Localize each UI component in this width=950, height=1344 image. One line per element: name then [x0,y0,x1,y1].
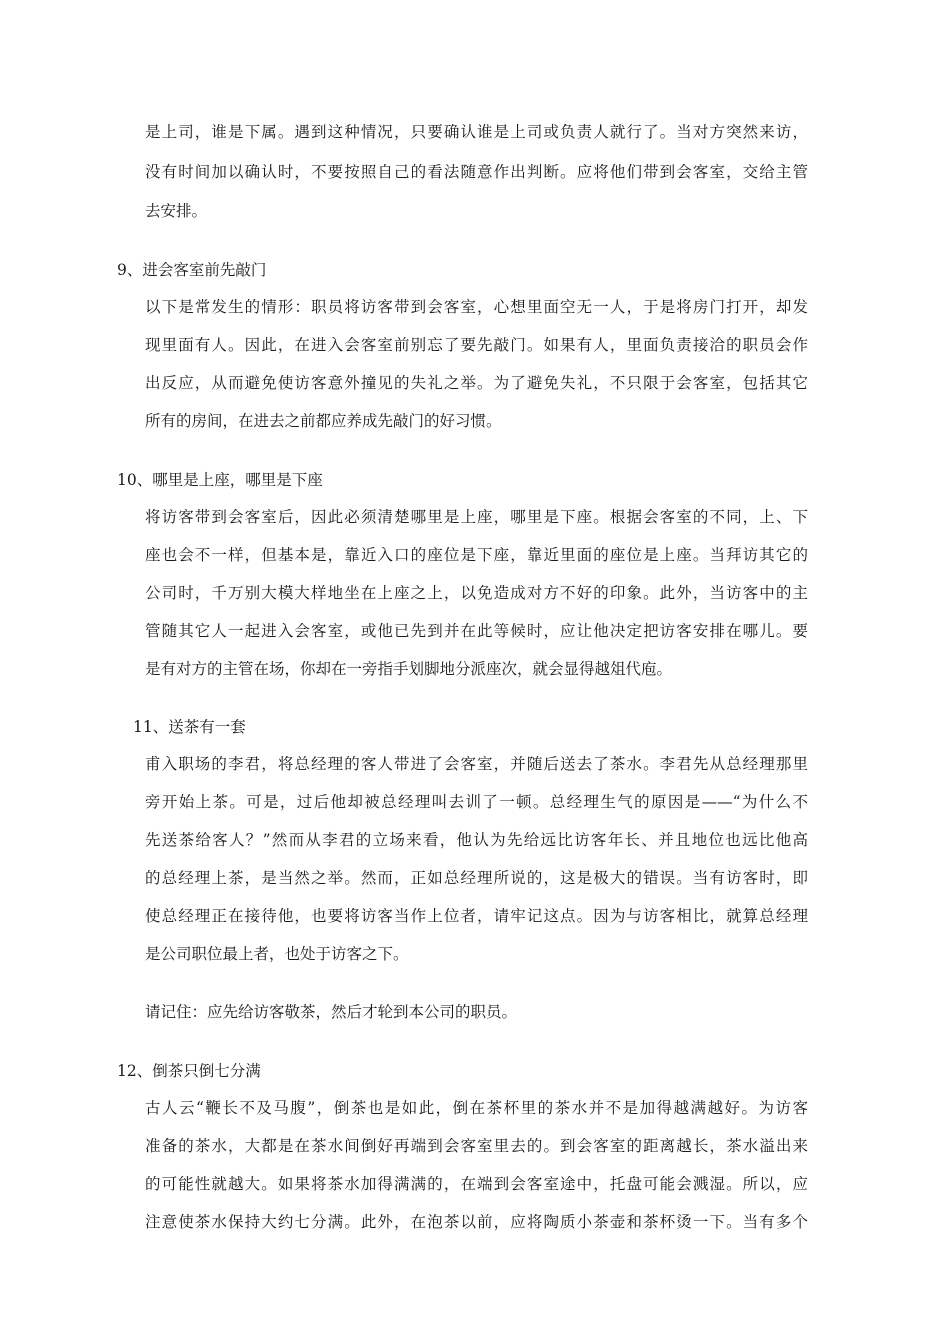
paragraph-line: 注意使茶水保持大约七分满。此外，在泡茶以前，应将陶质小茶壶和茶杯烫一下。当有多个 [145,1213,808,1231]
section-heading-9: 9、进会客室前先敲门 [117,261,267,279]
paragraph-line: 没有时间加以确认时，不要按照自己的看法随意作出判断。应将他们带到会客室，交给主管 [145,163,808,181]
section-heading-11: 11、送茶有一套 [133,718,246,736]
paragraph-line: 古人云“鞭长不及马腹”，倒茶也是如此，倒在茶杯里的茶水并不是加得越满越好。为访客 [145,1099,808,1117]
paragraph-line: 的总经理上茶，是当然之举。然而，正如总经理所说的，这是极大的错误。当有访客时，即 [145,869,808,887]
paragraph-line: 以下是常发生的情形：职员将访客带到会客室，心想里面空无一人，于是将房门打开，却发 [145,298,808,316]
paragraph-line: 管随其它人一起进入会客室，或他已先到并在此等候时，应让他决定把访客安排在哪儿。要 [145,622,808,640]
paragraph-line: 去安排。 [145,202,208,220]
paragraph-line: 旁开始上茶。可是，过后他却被总经理叫去训了一顿。总经理生气的原因是——“为什么不 [145,793,808,811]
paragraph-line: 是有对方的主管在场，你却在一旁指手划脚地分派座次，就会显得越俎代庖。 [145,660,673,678]
note-line: 请记住：应先给访客敬茶，然后才轮到本公司的职员。 [145,1003,518,1021]
section-heading-10: 10、哪里是上座，哪里是下座 [117,471,323,489]
paragraph-line: 的可能性就越大。如果将茶水加得满满的，在端到会客室途中，托盘可能会溅湿。所以，应 [145,1175,808,1193]
paragraph-line: 是上司，谁是下属。遇到这种情况，只要确认谁是上司或负责人就行了。当对方突然来访， [145,123,808,141]
paragraph-line: 所有的房间，在进去之前都应养成先敲门的好习惯。 [145,412,502,430]
paragraph-line: 现里面有人。因此，在进入会客室前别忘了要先敲门。如果有人，里面负责接洽的职员会作 [145,336,808,354]
paragraph-line: 是公司职位最上者，也处于访客之下。 [145,945,409,963]
paragraph-line: 座也会不一样，但基本是，靠近入口的座位是下座，靠近里面的座位是上座。当拜访其它的 [145,546,808,564]
paragraph-line: 准备的茶水，大都是在茶水间倒好再端到会客室里去的。到会客室的距离越长，茶水溢出来 [145,1137,808,1155]
paragraph-line: 公司时，千万别大模大样地坐在上座之上，以免造成对方不好的印象。此外，当访客中的主 [145,584,808,602]
paragraph-line: 甫入职场的李君，将总经理的客人带进了会客室，并随后送去了茶水。李君先从总经理那里 [145,755,808,773]
paragraph-line: 使总经理正在接待他，也要将访客当作上位者，请牢记这点。因为与访客相比，就算总经理 [145,907,808,925]
paragraph-line: 先送茶给客人？”然而从李君的立场来看，他认为先给远比访客年长、并且地位也远比他高 [145,831,808,849]
paragraph-line: 将访客带到会客室后，因此必须清楚哪里是上座，哪里是下座。根据会客室的不同，上、下 [145,508,808,526]
paragraph-line: 出反应，从而避免使访客意外撞见的失礼之举。为了避免失礼，不只限于会客室，包括其它 [145,374,808,392]
section-heading-12: 12、倒茶只倒七分满 [117,1062,261,1080]
